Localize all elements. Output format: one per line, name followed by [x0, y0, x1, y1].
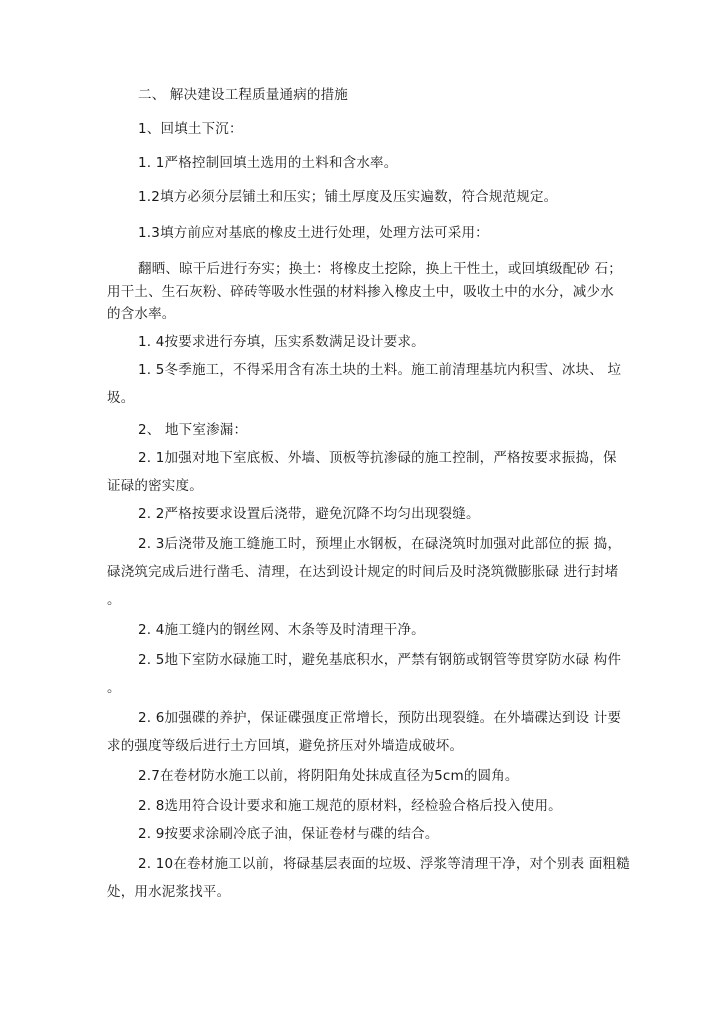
- subsection-title-basement: 2、 地下室渗漏：: [138, 422, 248, 438]
- paragraph-2-5-line-b: 。: [107, 680, 121, 696]
- paragraph-1-3: 1.3填方前应对基底的橡皮土进行处理，处理方法可采用：: [138, 225, 489, 241]
- paragraph-1-2: 1.2填方必须分层铺土和压实；铺土厚度及压实遍数，符合规范规定。: [138, 189, 558, 205]
- paragraph-2-3-line-a: 2. 3后浇带及施工缝施工时，预埋止水钢板，在碌浇筑时加强对此部位的振 捣，: [138, 536, 622, 552]
- paragraph-2-3-line-b: 碌浇筑完成后进行凿毛、清理，在达到设计规定的时间后及时浇筑微膨胀碌 进行封堵: [107, 564, 619, 580]
- paragraph-1-3-line-c: 的含水率。: [107, 306, 176, 322]
- paragraph-1-5-line-a: 1. 5冬季施工，不得采用含有冻土块的土料。施工前清理基坑内积雪、冰块、 垃: [138, 362, 622, 378]
- paragraph-2-6-line-a: 2. 6加强碟的养护，保证碟强度正常增长，预防出现裂缝。在外墙碟达到设 计要: [138, 710, 622, 726]
- paragraph-1-4: 1. 4按要求进行夯填，压实系数满足设计要求。: [138, 334, 425, 350]
- section-heading: 二、 解决建设工程质量通病的措施: [138, 87, 348, 103]
- paragraph-2-4: 2. 4施工缝内的钢丝网、木条等及时清理干净。: [138, 622, 425, 638]
- paragraph-1-3-line-b: 用干土、生石灰粉、碎砖等吸水性强的材料掺入橡皮土中，吸收土中的水分，减少水: [107, 284, 614, 300]
- paragraph-2-10-line-b: 处，用水泥浆找平。: [107, 884, 231, 900]
- paragraph-2-7: 2.7在卷材防水施工以前，将阴阳角处抹成直径为5cm的圆角。: [138, 768, 519, 784]
- paragraph-2-3-line-c: 。: [107, 592, 121, 608]
- paragraph-1-3-line-a: 翻晒、晾干后进行夯实；换土：将橡皮土挖除，换上干性土，或回填级配砂 石；: [138, 261, 622, 277]
- subsection-title-backfill: 1、回填土下沉：: [138, 121, 243, 137]
- paragraph-2-1-line-b: 证碌的密实度。: [107, 478, 203, 494]
- paragraph-2-8: 2. 8选用符合设计要求和施工规范的原材料，经检验合格后投入使用。: [138, 798, 562, 814]
- paragraph-1-5-line-b: 圾。: [107, 390, 135, 406]
- paragraph-2-10-line-a: 2. 10在卷材施工以前，将碌基层表面的垃圾、浮浆等清理干净，对个别表 面粗糙: [138, 856, 630, 872]
- paragraph-2-1-line-a: 2. 1加强对地下室底板、外墙、顶板等抗渗碌的施工控制，严格按要求振捣，保: [138, 450, 617, 466]
- paragraph-2-5-line-a: 2. 5地下室防水碌施工时，避免基底积水，严禁有钢筋或钢管等贯穿防水碌 构件: [138, 652, 622, 668]
- paragraph-2-2: 2. 2严格按要求设置后浇带，避免沉降不均匀出现裂缝。: [138, 506, 480, 522]
- paragraph-2-9: 2. 9按要求涂刷冷底子油，保证卷材与碟的结合。: [138, 826, 439, 842]
- paragraph-1-1: 1. 1严格控制回填土选用的土料和含水率。: [138, 155, 398, 171]
- paragraph-2-6-line-b: 求的强度等级后进行土方回填，避免挤压对外墙造成破坏。: [107, 738, 464, 754]
